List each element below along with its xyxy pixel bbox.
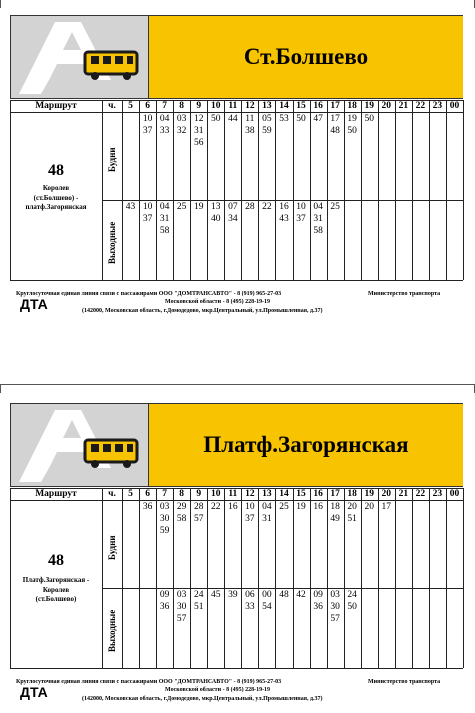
hour-header: 16 (313, 489, 323, 499)
grid-line (102, 488, 103, 668)
weekday-departure-minute: 47 (313, 114, 323, 124)
footer-ministry: Министерство транспорта (368, 291, 441, 297)
weekday-departure-minute: 10 (245, 502, 255, 512)
grid-line (207, 488, 208, 668)
weekday-departure-minute: 49 (330, 514, 340, 524)
hour-header: 22 (415, 101, 426, 111)
weekend-departure-minute: 57 (176, 614, 187, 624)
weekend-departure-minute: 36 (313, 602, 323, 612)
weekday-departure-minute: 16 (228, 502, 238, 512)
weekend-departure-minute: 40 (211, 214, 221, 224)
weekday-departure-minute: 04 (159, 114, 170, 124)
weekend-departure-minute: 24 (193, 590, 204, 600)
hour-header: 11 (228, 489, 238, 499)
weekday-departure-minute: 17 (330, 114, 340, 124)
weekend-departure-minute: 33 (245, 602, 255, 612)
weekend-departure-minute: 03 (330, 590, 340, 600)
weekend-departure-minute: 43 (279, 214, 289, 224)
grid-line (412, 100, 413, 280)
hour-header: 21 (398, 101, 409, 111)
weekday-departure-minute: 11 (245, 114, 255, 124)
weekday-departure-minute: 19 (347, 114, 357, 124)
route-description-line: (ст.Болшево) - (33, 193, 79, 202)
stop-header (10, 15, 463, 99)
company-logo-icon (11, 16, 148, 98)
route-description-line: (ст.Болшево) (35, 595, 77, 603)
weekday-departure-minute: 38 (245, 126, 255, 136)
weekday-departure-minute: 31 (193, 126, 204, 136)
weekend-departure-minute: 13 (211, 202, 221, 212)
weekend-departure-minute: 03 (176, 590, 187, 600)
hour-header: 15 (296, 489, 306, 499)
weekday-departure-minute: 03 (159, 502, 170, 512)
weekend-departure-minute: 36 (159, 602, 170, 612)
grid-line (361, 100, 362, 280)
grid-line (10, 280, 463, 281)
hour-header: 00 (449, 489, 460, 499)
stop-name: Ст.Болшево (243, 44, 369, 69)
weekend-departure-minute: 09 (313, 590, 323, 600)
weekday-departure-minute: 50 (347, 126, 357, 136)
hour-header: 5 (128, 489, 133, 499)
grid-line (361, 488, 362, 668)
weekday-departure-minute: 37 (142, 126, 153, 136)
weekday-departure-minute: 30 (159, 514, 170, 524)
grid-line (122, 488, 123, 668)
weekday-departure-minute: 51 (347, 514, 357, 524)
grid-line (207, 100, 208, 280)
hour-header: 18 (347, 101, 357, 111)
grid-line (310, 488, 311, 668)
weekend-departure-minute: 24 (347, 590, 357, 600)
hour-header: 15 (296, 101, 306, 111)
weekday-departure-minute: 31 (262, 514, 272, 524)
grid-line (122, 100, 123, 280)
hour-header: 13 (262, 101, 272, 111)
grid-line (446, 100, 447, 280)
hour-header: 12 (245, 101, 255, 111)
grid-line (429, 100, 430, 280)
grid-line (224, 100, 225, 280)
stop-name: Платф.Загорянская (203, 432, 409, 457)
weekday-departure-minute: 12 (193, 114, 204, 124)
hour-header: 20 (381, 489, 392, 499)
hour-header: 6 (145, 101, 150, 111)
weekday-departure-minute: 59 (262, 126, 272, 136)
route-description-line: платф.Загорянская (25, 203, 87, 211)
timetable-grid (10, 100, 463, 280)
weekday-departure-minute: 28 (193, 502, 204, 512)
weekend-departure-minute: 22 (262, 202, 272, 212)
weekend-departure-minute: 25 (176, 202, 187, 212)
grid-line (378, 488, 379, 668)
grid-line (224, 488, 225, 668)
weekend-departure-minute: 48 (279, 590, 289, 600)
weekday-departure-minute: 56 (193, 138, 204, 148)
hour-header: 23 (432, 101, 443, 111)
hour-header: 20 (381, 101, 392, 111)
stop-name-panel (148, 16, 463, 98)
weekend-departure-minute: 10 (296, 202, 306, 212)
weekend-departure-minute: 09 (159, 590, 170, 600)
weekday-departure-minute: 32 (176, 126, 187, 136)
weekday-departure-minute: 33 (159, 126, 170, 136)
route-column-header: Маршрут (35, 489, 77, 499)
page-edge-middle (0, 384, 475, 393)
hour-header: 6 (145, 489, 150, 499)
hour-header: 14 (279, 489, 289, 499)
stop-name-panel (148, 404, 463, 486)
hour-header: 12 (245, 489, 255, 499)
logo-panel (11, 404, 148, 486)
weekend-departure-minute: 30 (330, 602, 340, 612)
route-description-line: Королев (42, 184, 70, 192)
hour-header: 8 (179, 489, 185, 499)
hour-column-header: ч. (108, 489, 116, 499)
grid-line (412, 488, 413, 668)
footer-company-logo: ДТА (20, 296, 48, 312)
weekend-departure-minute: 19 (193, 202, 204, 212)
hour-header: 10 (211, 489, 221, 499)
hour-header: 5 (128, 101, 133, 111)
weekday-departure-minute: 59 (159, 526, 170, 536)
weekday-departure-minute: 22 (211, 502, 221, 512)
hour-header: 17 (330, 101, 340, 111)
grid-line (463, 100, 464, 280)
route-number: 48 (48, 552, 64, 569)
weekend-departure-minute: 43 (125, 202, 136, 212)
weekend-label: Выходные (107, 609, 117, 652)
grid-line (10, 668, 463, 669)
weekend-departure-minute: 06 (245, 590, 255, 600)
footer-address: (142000, Московская область, г.Домодедово, мкр.Центральный, ул.Промышленная, д.37) (82, 696, 323, 702)
company-logo-icon (11, 404, 148, 486)
grid-line (446, 488, 447, 668)
weekday-departure-minute: 20 (347, 502, 357, 512)
hour-header: 22 (415, 489, 426, 499)
hour-header: 16 (313, 101, 323, 111)
weekday-departure-minute: 57 (193, 514, 204, 524)
logo-panel (11, 16, 148, 98)
footer-address: (142000, Московская область, г.Домодедово, мкр.Центральный, ул.Промышленная, д.37) (82, 308, 323, 314)
weekday-departure-minute: 17 (381, 502, 392, 512)
weekend-departure-minute: 00 (262, 590, 272, 600)
hour-column-header: ч. (108, 101, 116, 111)
weekday-departure-minute: 44 (228, 114, 238, 124)
hour-header: 23 (432, 489, 443, 499)
hour-header: 19 (364, 101, 374, 111)
weekend-departure-minute: 10 (142, 202, 153, 212)
weekend-departure-minute: 54 (262, 602, 272, 612)
hour-header: 00 (449, 101, 460, 111)
footer-ministry-phone: Московской области - 8 (495) 228-19-19 (165, 687, 271, 693)
grid-line (275, 488, 276, 668)
grid-line (378, 100, 379, 280)
hour-header: 21 (398, 489, 409, 499)
weekday-departure-minute: 03 (176, 114, 187, 124)
weekday-departure-minute: 29 (176, 502, 187, 512)
weekend-departure-minute: 37 (296, 214, 306, 224)
weekend-label: Выходные (107, 221, 117, 264)
hour-header: 9 (196, 489, 202, 499)
grid-line (310, 100, 311, 280)
weekday-departure-minute: 50 (364, 114, 374, 124)
grid-line (139, 488, 140, 668)
route-description-line: Королев (42, 585, 70, 594)
grid-line (293, 488, 294, 668)
hour-header: 11 (228, 101, 238, 111)
weekend-departure-minute: 37 (142, 214, 153, 224)
weekday-departure-minute: 10 (142, 114, 153, 124)
weekend-departure-minute: 57 (330, 614, 340, 624)
weekday-departure-minute: 50 (211, 114, 221, 124)
weekend-departure-minute: 04 (313, 202, 323, 212)
weekday-departure-minute: 18 (330, 502, 340, 512)
weekend-departure-minute: 07 (228, 202, 238, 212)
weekend-departure-minute: 31 (159, 214, 170, 224)
grid-line (429, 488, 430, 668)
weekday-departure-minute: 05 (262, 114, 272, 124)
weekend-departure-minute: 16 (279, 202, 289, 212)
hour-header: 18 (347, 489, 357, 499)
hour-header: 8 (179, 101, 185, 111)
footer-ministry-phone: Московской области - 8 (495) 228-19-19 (165, 299, 271, 305)
weekday-departure-minute: 04 (262, 502, 272, 512)
hour-header: 10 (211, 101, 221, 111)
hour-header: 17 (330, 489, 340, 499)
weekend-departure-minute: 39 (228, 590, 238, 600)
grid-line (463, 488, 464, 668)
weekday-departure-minute: 19 (296, 502, 306, 512)
weekday-departure-minute: 37 (245, 514, 255, 524)
hour-header: 7 (162, 101, 167, 111)
stop-header (10, 403, 463, 487)
hour-header: 7 (162, 489, 167, 499)
weekend-departure-minute: 58 (313, 226, 323, 236)
hour-header: 9 (196, 101, 202, 111)
timetable-grid (10, 488, 463, 668)
grid-line (395, 100, 396, 280)
weekend-departure-minute: 50 (347, 602, 357, 612)
weekday-departure-minute: 36 (142, 502, 153, 512)
footer-hotline: Круглосуточная единая линия связи с пассажирами ООО "ДОМТРАНСАВТО" - 8 (919) 965-27-03 (16, 291, 282, 297)
hour-header: 19 (364, 489, 374, 499)
grid-line (275, 100, 276, 280)
weekday-departure-minute: 16 (313, 502, 323, 512)
weekday-departure-minute: 20 (364, 502, 374, 512)
route-description-line: Платф.Загорянская - (22, 576, 90, 584)
grid-line (395, 488, 396, 668)
footer-ministry: Министерство транспорта (368, 679, 441, 685)
weekend-departure-minute: 58 (159, 226, 170, 236)
grid-line (102, 100, 103, 280)
route-column-header: Маршрут (35, 101, 77, 111)
weekday-departure-minute: 50 (296, 114, 306, 124)
route-number: 48 (48, 162, 64, 179)
weekday-departure-minute: 25 (279, 502, 289, 512)
weekday-label: Будни (107, 147, 117, 172)
weekday-departure-minute: 48 (330, 126, 340, 136)
weekend-departure-minute: 45 (211, 590, 221, 600)
weekend-departure-minute: 28 (245, 202, 255, 212)
weekend-departure-minute: 34 (228, 214, 238, 224)
weekend-departure-minute: 25 (330, 202, 340, 212)
hour-header: 13 (262, 489, 272, 499)
footer-hotline: Круглосуточная единая линия связи с пассажирами ООО "ДОМТРАНСАВТО" - 8 (919) 965-27-03 (16, 679, 282, 685)
weekend-departure-minute: 51 (193, 602, 204, 612)
weekday-departure-minute: 53 (279, 114, 289, 124)
weekend-departure-minute: 31 (313, 214, 323, 224)
hour-header: 14 (279, 101, 289, 111)
weekend-departure-minute: 30 (176, 602, 187, 612)
weekday-departure-minute: 58 (176, 514, 187, 524)
footer-company-logo: ДТА (20, 684, 48, 700)
weekend-departure-minute: 04 (159, 202, 170, 212)
grid-line (293, 100, 294, 280)
weekday-label: Будни (107, 535, 117, 560)
page-edge-top (0, 0, 475, 8)
weekend-departure-minute: 42 (296, 590, 306, 600)
